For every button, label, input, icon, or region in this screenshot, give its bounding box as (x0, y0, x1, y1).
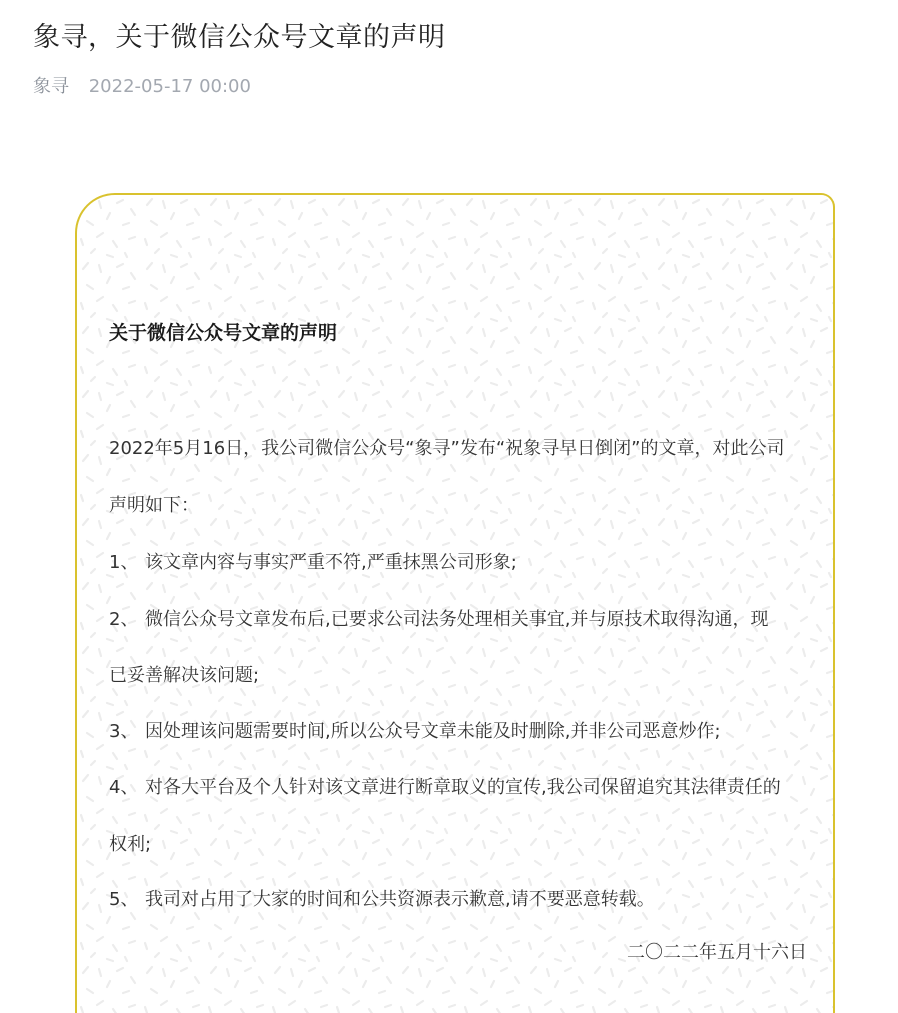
item-text: 对各大平台及个人针对该文章进行断章取义的宣传,我公司保留追究其法律责任的 (145, 777, 781, 798)
statement-item (109, 717, 721, 747)
statement-item (109, 605, 768, 635)
statement-item (109, 773, 781, 803)
statement-heading: 关于微信公众号文章的声明 (109, 322, 338, 344)
author-link[interactable]: 象寻 (33, 76, 69, 97)
intro-paragraph-line: 声明如下： (109, 495, 199, 516)
statement-signature-date: 二〇二二年五月十六日 (627, 942, 807, 963)
article-meta (33, 74, 251, 100)
item-number: 5、 (109, 889, 139, 910)
statement-item-continuation: 已妥善解决该问题; (109, 665, 260, 686)
article-title: 象寻，关于微信公众号文章的声明 (33, 22, 446, 53)
item-text: 该文章内容与事实严重不符,严重抹黑公司形象; (145, 552, 517, 573)
statement-card (75, 193, 835, 1013)
item-text: 因处理该问题需要时间,所以公众号文章未能及时删除,并非公司恶意炒作; (145, 721, 721, 742)
item-text: 我司对占用了大家的时间和公共资源表示歉意,请不要恶意转载。 (145, 889, 655, 910)
statement-item (109, 548, 517, 578)
item-number: 3、 (109, 721, 139, 742)
item-number: 1、 (109, 552, 139, 573)
statement-item-continuation: 权利; (109, 834, 152, 855)
item-text: 微信公众号文章发布后,已要求公司法务处理相关事宜,并与原技术取得沟通，现 (145, 609, 769, 630)
frame-gap (699, 193, 833, 198)
statement-item (109, 885, 655, 915)
intro-paragraph-line: 2022年5月16日，我公司微信公众号“象寻”发布“祝象寻早日倒闭”的文章，对此公司 (109, 438, 785, 459)
item-number: 4、 (109, 777, 139, 798)
item-number: 2、 (109, 609, 139, 630)
publish-date: 2022-05-17 00:00 (88, 76, 251, 97)
